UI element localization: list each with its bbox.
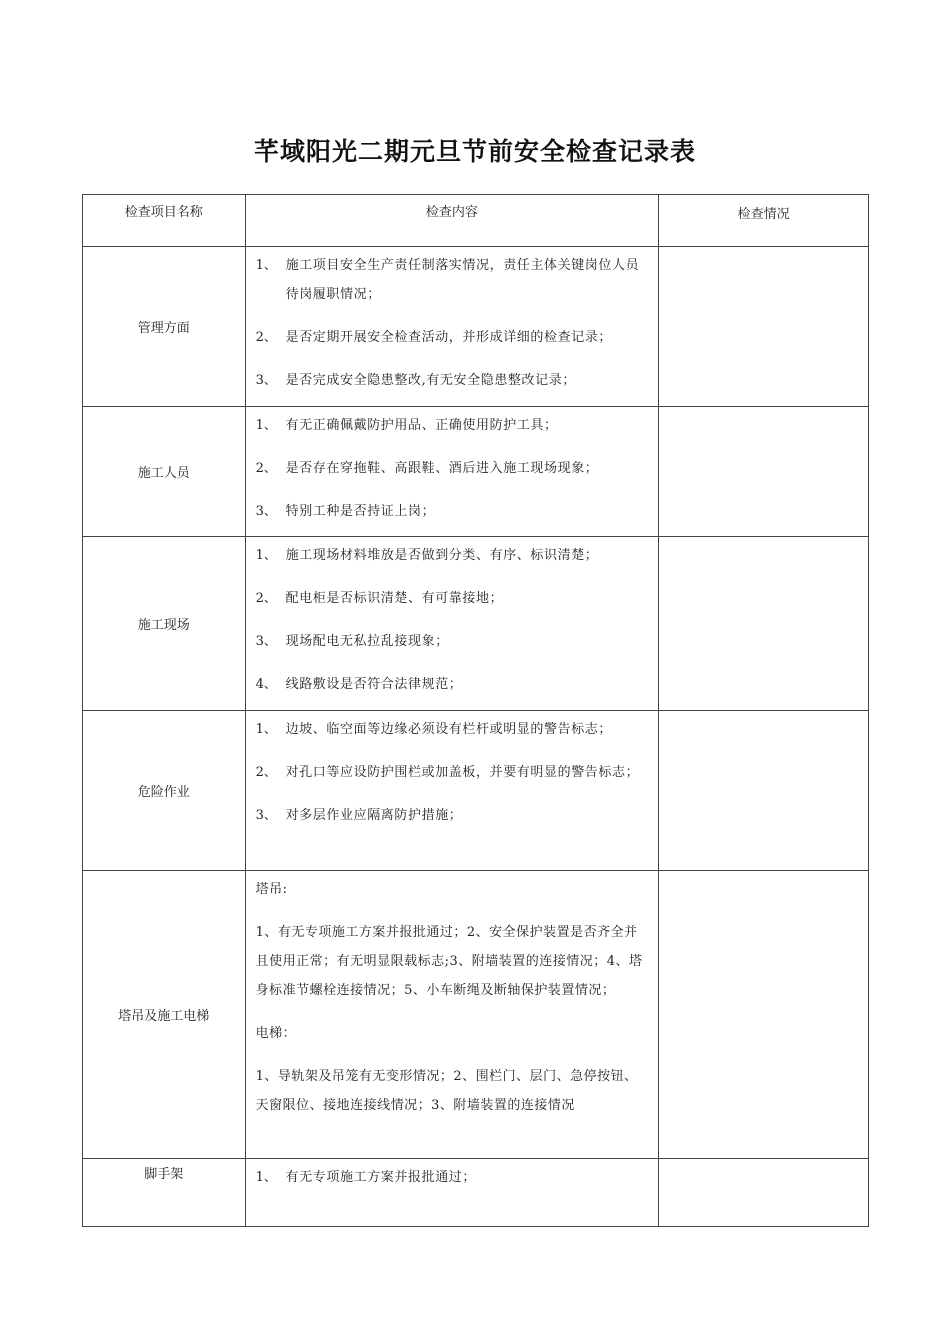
item-number: 1、: [255, 722, 277, 737]
status-cell[interactable]: [659, 247, 869, 407]
header-status: 检查情况: [659, 195, 869, 247]
table-row: [83, 407, 869, 537]
category-cell: 管理方面: [83, 247, 246, 407]
header-item-name: 检查项目名称: [83, 195, 246, 247]
list-item: [256, 497, 651, 526]
list-item: [256, 411, 651, 440]
header-content: 检查内容: [245, 195, 659, 247]
item-text: 有无专项施工方案并报批通过；: [285, 1170, 477, 1185]
item-number: 1、: [255, 418, 277, 433]
list-item: [256, 801, 651, 830]
item-number: 1、: [255, 258, 277, 273]
item-text: 特别工种是否持证上岗；: [285, 504, 436, 519]
status-cell[interactable]: [659, 1159, 869, 1227]
item-number: 2、: [255, 591, 277, 606]
item-number: 3、: [255, 504, 277, 519]
item-number: 1、: [255, 1170, 277, 1185]
content-cell: [245, 247, 659, 407]
item-number: 3、: [255, 373, 277, 388]
status-cell[interactable]: [659, 407, 869, 537]
elevator-text: 1、导轨架及吊笼有无变形情况；2、围栏门、层门、急停按钮、天窗限位、接地连接线情况；3、附墙装置的连接情况: [255, 1069, 638, 1113]
category-cell: 脚手架: [83, 1159, 246, 1227]
item-text: 对孔口等应设防护围栏或加盖板，并要有明显的警告标志；: [285, 765, 640, 780]
table-row: [83, 1159, 869, 1227]
item-text: 施工项目安全生产责任制落实情况，责任主体关键岗位人员待岗履职情况；: [285, 258, 640, 302]
crane-label: 塔吊:: [255, 882, 288, 897]
list-item: [256, 670, 651, 699]
list-item: [256, 758, 651, 787]
table-row: [83, 247, 869, 407]
content-cell: [245, 871, 659, 1159]
content-cell: [245, 711, 659, 871]
item-text: 现场配电无私拉乱接现象；: [285, 634, 449, 649]
item-number: 1、: [255, 548, 277, 563]
inspection-table: [82, 194, 869, 1227]
item-number: 2、: [255, 330, 277, 345]
crane-text: 1、有无专项施工方案并报批通过；2、安全保护装置是否齐全并且使用正常；有无明显限载标志;3、附墙装置的连接情况；4、塔身标准节螺栓连接情况；5、小车断绳及断轴保护装置情况；: [255, 925, 643, 998]
item-text: 有无正确佩戴防护用品、正确使用防护工具；: [285, 418, 558, 433]
list-item: [256, 454, 651, 483]
elevator-label: 电梯：: [255, 1026, 297, 1041]
list-item: [256, 1163, 651, 1192]
item-number: 2、: [255, 461, 277, 476]
item-number: 3、: [255, 634, 277, 649]
category-cell: 施工现场: [83, 537, 246, 711]
table-header-row: [83, 195, 869, 247]
category-cell: 危险作业: [83, 711, 246, 871]
list-item: [256, 323, 651, 352]
item-text: 是否存在穿拖鞋、高跟鞋、酒后进入施工现场现象；: [285, 461, 599, 476]
item-text: 施工现场材料堆放是否做到分类、有序、标识清楚；: [285, 548, 599, 563]
item-number: 2、: [255, 765, 277, 780]
status-cell[interactable]: [659, 871, 869, 1159]
table-row: [83, 871, 869, 1159]
status-cell[interactable]: [659, 537, 869, 711]
list-item: [256, 366, 651, 395]
status-cell[interactable]: [659, 711, 869, 871]
table-row: [83, 537, 869, 711]
item-number: 4、: [255, 677, 277, 692]
content-cell: [245, 537, 659, 711]
list-item: [256, 584, 651, 613]
item-text: 对多层作业应隔离防护措施；: [285, 808, 463, 823]
table-row: [83, 711, 869, 871]
item-text: 线路敷设是否符合法律规范；: [285, 677, 463, 692]
item-text: 是否定期开展安全检查活动，并形成详细的检查记录；: [285, 330, 613, 345]
category-cell: 施工人员: [83, 407, 246, 537]
item-text: 是否完成安全隐患整改,有无安全隐患整改记录；: [285, 373, 576, 388]
content-cell: [245, 407, 659, 537]
list-item: [256, 715, 651, 744]
page-title: 芊域阳光二期元旦节前安全检查记录表: [253, 137, 696, 166]
list-item: [256, 541, 651, 570]
item-text: 边坡、临空面等边缘必须设有栏杆或明显的警告标志；: [285, 722, 613, 737]
list-item: [256, 627, 651, 656]
list-item: [256, 251, 651, 309]
category-cell: 塔吊及施工电梯: [83, 871, 246, 1159]
item-text: 配电柜是否标识清楚、有可靠接地；: [285, 591, 504, 606]
item-number: 3、: [255, 808, 277, 823]
content-cell: [245, 1159, 659, 1227]
